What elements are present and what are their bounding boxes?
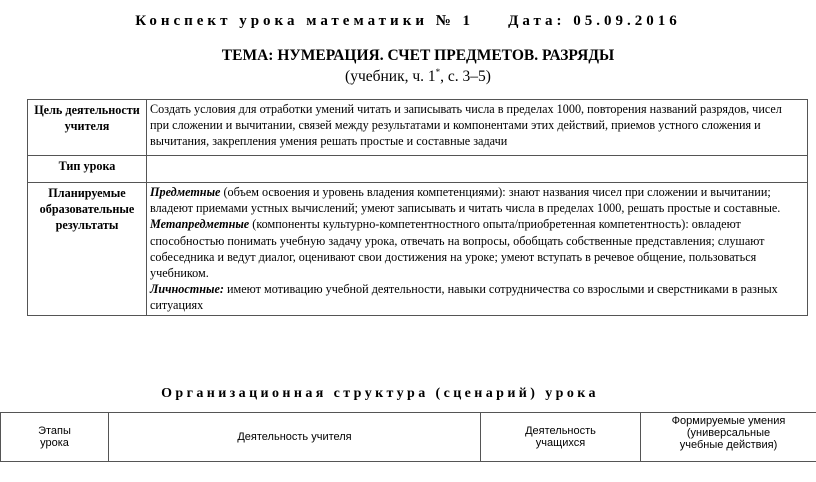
lesson-header xyxy=(0,13,816,30)
lesson-title: Конспект урока математики № 1 xyxy=(135,13,475,29)
meta-results-text: (компоненты культурно-компетентностного опыта/приобретенная компетентность): овладеют способностью понимать учебную задачу урока, отвечать на вопросы, обобщать собственные представления; слушают собеседника и ведут диалог, оценивают свои достижения на уроке; умеют вступать в речевое общение, пользоваться учебником. xyxy=(150,217,765,281)
column-header-students: Деятельность учащихся xyxy=(481,413,641,462)
goal-text: Создать условия для отработки умений читать и записывать числа в пределах 1000, повторения названий разрядов, чисел при сложении и вычитании, связей между результатами и компонентами этих действий, приемов устного сложения и вычитания, закрепления умения решать простые и составные задачи xyxy=(147,100,808,156)
personal-results-label: Личностные: xyxy=(150,282,224,297)
table-row xyxy=(28,100,808,156)
personal-results-text: имеют мотивацию учебной деятельности, навыки сотрудничества со взрослыми и сверстниками в разных ситуациях xyxy=(150,282,778,313)
textbook-reference: (учебник, ч. 1*, с. 3–5) xyxy=(345,67,491,86)
goal-label: Цель деятельности учителя xyxy=(28,100,147,156)
table-header-row xyxy=(1,413,816,462)
lesson-date: Дата: 05.09.2016 xyxy=(508,13,681,29)
column-header-stages: Этапы урока xyxy=(1,413,109,462)
type-text xyxy=(147,156,808,183)
lesson-info-table xyxy=(27,99,808,316)
subject-results xyxy=(150,184,804,216)
table-row xyxy=(28,156,808,183)
subject-results-label: Предметные xyxy=(150,185,221,199)
results-content xyxy=(147,183,808,316)
results-label: Планируемые образовательные результаты xyxy=(28,183,147,316)
column-header-teacher: Деятельность учителя xyxy=(109,413,481,462)
column-header-skills: Формируемые умения (универсальные учебные действия) xyxy=(641,413,816,462)
topic-title: ТЕМА: НУМЕРАЦИЯ. СЧЕТ ПРЕДМЕТОВ. РАЗРЯДЫ xyxy=(221,47,615,64)
meta-results-label: Метапредметные xyxy=(150,217,250,232)
type-label: Тип урока xyxy=(28,156,147,183)
structure-title: Организационная структура (сценарий) урока xyxy=(161,386,599,401)
subject-results-text: (объем освоения и уровень владения компетенциями): знают названия чисел при сложении и вычитании; владеют приемами устных вычислений; умеют записывать и читать числа в пределах 1000, решать простые и составные. xyxy=(150,185,781,216)
meta-results xyxy=(150,216,804,281)
structure-table xyxy=(0,412,816,462)
table-row xyxy=(28,183,808,316)
personal-results xyxy=(150,281,804,313)
